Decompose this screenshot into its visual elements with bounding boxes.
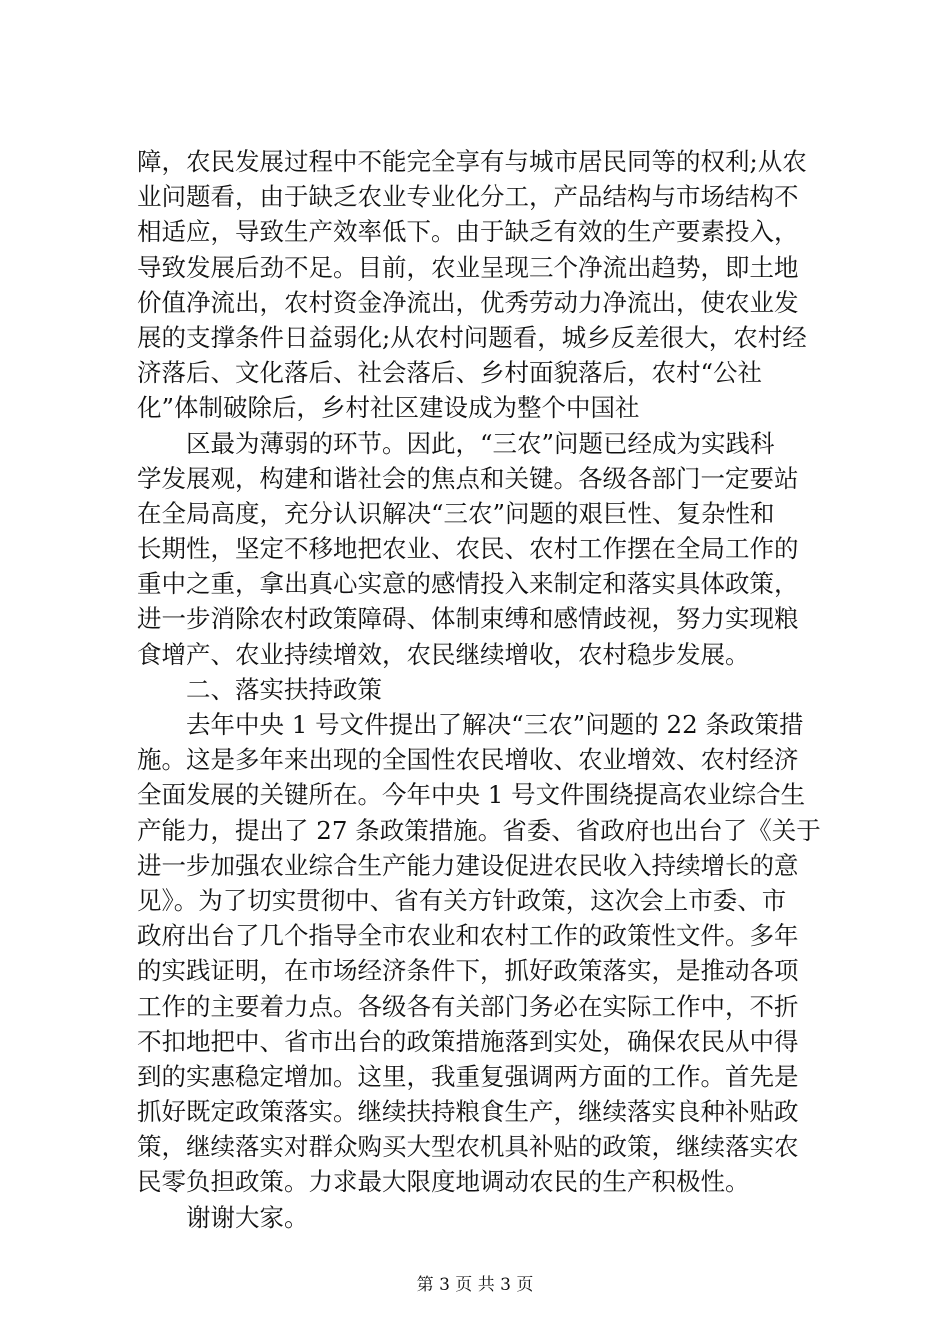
text-line: 价值净流出，农村资金净流出，优秀劳动力净流出，使农业发 xyxy=(137,287,799,317)
para-weakest-link xyxy=(137,426,817,672)
text-line: 化”体制破除后，乡村社区建设成为整个中国社 xyxy=(137,393,640,423)
text-line: 策，继续落实对群众购买大型农机具补贴的政策，继续落实农 xyxy=(137,1132,799,1162)
text-line: 全面发展的关键所在。今年中央 1 号文件围绕提高农业综合生 xyxy=(137,780,806,810)
text-line: 进一步消除农村政策障碍、体制束缚和感情歧视，努力实现粮 xyxy=(137,604,799,634)
text-line: 业问题看，由于缺乏农业专业化分工，产品结构与市场结构不 xyxy=(137,182,799,212)
text-line: 的实践证明，在市场经济条件下，抓好政策落实，是推动各项 xyxy=(137,956,799,986)
text-line: 相适应，导致生产效率低下。由于缺乏有效的生产要素投入， xyxy=(137,217,799,247)
text-line: 区最为薄弱的环节。因此，“三农”问题已经成为实践科 xyxy=(186,428,775,458)
section-heading-two xyxy=(137,672,817,707)
text-line: 长期性，坚定不移地把农业、农民、农村工作摆在全局工作的 xyxy=(137,534,799,564)
text-line: 政府出台了几个指导全市农业和农村工作的政策性文件。多年 xyxy=(137,921,799,951)
para-closing xyxy=(137,1200,817,1235)
text-line: 民零负担政策。力求最大限度地调动农民的生产积极性。 xyxy=(137,1167,750,1197)
text-line: 施。这是多年来出现的全国性农民增收、农业增效、农村经济 xyxy=(137,745,799,775)
text-line: 不扣地把中、省市出台的政策措施落到实处，确保农民从中得 xyxy=(137,1026,799,1056)
text-line: 工作的主要着力点。各级各有关部门务必在实际工作中，不折 xyxy=(137,991,799,1021)
text-line: 到的实惠稳定增加。这里，我重复强调两方面的工作。首先是 xyxy=(137,1061,799,1091)
text-line: 障，农民发展过程中不能完全享有与城市居民同等的权利;从农 xyxy=(137,147,807,176)
para-continuation-problems xyxy=(137,144,817,426)
text-line: 食增产、农业持续增效，农民继续增收，农村稳步发展。 xyxy=(137,639,750,669)
text-line: 进一步加强农业综合生产能力建设促进农民收入持续增长的意 xyxy=(137,850,799,880)
text-line: 导致发展后劲不足。目前，农业呈现三个净流出趋势，即土地 xyxy=(137,252,799,282)
text-line: 见》。为了切实贯彻中、省有关方针政策，这次会上市委、市 xyxy=(137,885,787,915)
text-line: 重中之重，拿出真心实意的感情投入来制定和落实具体政策， xyxy=(137,569,799,599)
text-line: 二、落实扶持政策 xyxy=(186,674,382,704)
text-line: 学发展观，构建和谐社会的焦点和关键。各级各部门一定要站 xyxy=(137,463,799,493)
text-line: 产能力，提出了 27 条政策措施。省委、省政府也出台了《关于 xyxy=(137,815,821,845)
document-body xyxy=(137,144,821,1235)
page-footer: 第 3 页 共 3 页 xyxy=(416,1275,534,1295)
text-line: 去年中央 1 号文件提出了解决“三农”问题的 22 条政策措 xyxy=(186,710,804,739)
text-line: 展的支撑条件日益弱化;从农村问题看，城乡反差很大，农村经 xyxy=(137,322,807,352)
text-line: 济落后、文化落后、社会落后、乡村面貌落后，农村“公社 xyxy=(137,358,763,388)
text-line: 在全局高度，充分认识解决“三农”问题的艰巨性、复杂性和 xyxy=(137,498,775,528)
text-line: 抓好既定政策落实。继续扶持粮食生产，继续落实良种补贴政 xyxy=(137,1097,799,1127)
text-line: 谢谢大家。 xyxy=(186,1202,309,1232)
para-policy-measures xyxy=(137,707,821,1200)
